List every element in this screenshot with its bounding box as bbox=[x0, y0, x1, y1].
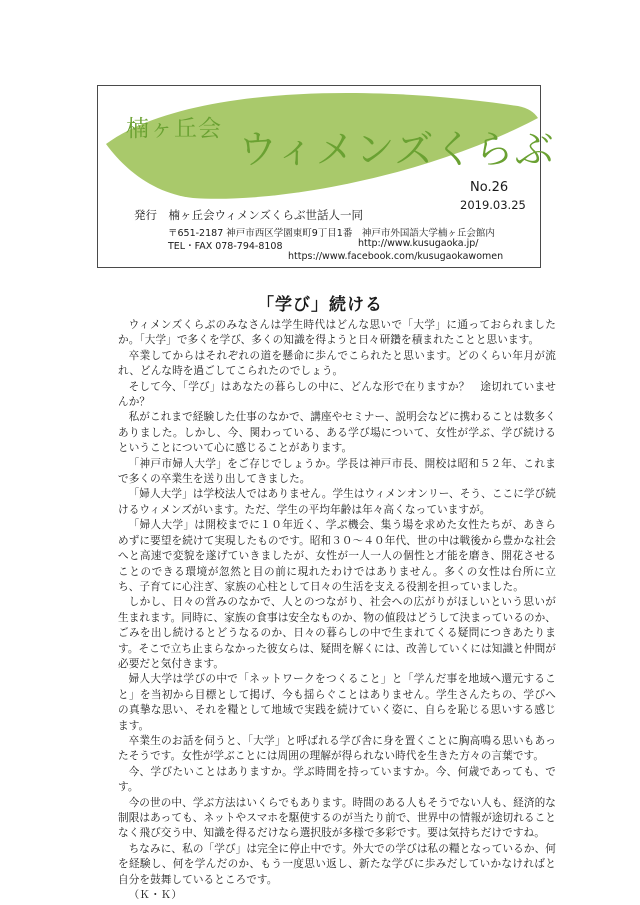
paragraph: 私がこれまで経験した仕事のなかで、講座やセミナー、説明会などに携わることは数多くありました。しかし、今、関わっている、ある学び場について、女性が学ぶ、学び続けるということについて心に感じることがあります。 bbox=[118, 411, 556, 455]
issue-number: No.26 bbox=[470, 180, 509, 195]
org-name: 楠ヶ丘会 bbox=[126, 116, 222, 142]
publisher: 発行 楠ヶ丘会ウィメンズくらぶ世話人一同 bbox=[134, 208, 363, 222]
article-body bbox=[118, 318, 556, 903]
website-link[interactable]: http://www.kusugaoka.jp/ bbox=[358, 238, 479, 249]
address: 〒651-2187 神戸市西区学園東町9丁目1番 神戸市外国語大学楠ヶ丘会館内 bbox=[168, 228, 495, 239]
paragraph: しかし、日々の営みのなかで、人とのつながり、社会への広がりがほしいという思いが生まれます。同時に、家族の食事は安全なものか、物の値段はどうして決まっているのか、ごみを出し続けるとどうなるのか、日々の暮らしの中で生まれてくる疑問につきあたります。そこで立ち止まらなかった彼女らは、疑問を解くには、改善していくには知識と仲間が必要だと気付きます。 bbox=[118, 596, 556, 670]
newsletter-header bbox=[97, 85, 555, 268]
article-title: 「学び」続ける bbox=[257, 295, 383, 315]
paragraph: そして今、「学び」はあなたの暮らしの中に、どんな形で在りますか？ 途切れていませんか？ bbox=[118, 380, 556, 409]
club-name: ウィメンズくらぶ bbox=[238, 128, 555, 173]
issue-date: 2019.03.25 bbox=[460, 198, 526, 212]
paragraph: ウィメンズくらぶのみなさんは学生時代はどんな思いで「大学」に通っておられましたか。「大学」で多くを学び、多くの知識を得ようと日々研鑽を積まれたことと思います。 bbox=[118, 319, 556, 347]
paragraph: 「婦人大学」は開校までに１０年近く、学ぶ機会、集う場を求めた女性たちが、あきらめずに要望を続けて実現したものです。昭和３０～４０年代、世の中は戦後から豊かな社会へと高速で変貌を遂げていきましたが、女性が一人一人の個性と才能を磨き、開花させることのできる環境が忽然と目の前に現れたわけではありません。多くの女性は台所に立ち、子育てに心注ぎ、家族の心柱として日々の生活を支える役割を担っていました。 bbox=[118, 519, 556, 593]
paragraph: 「神戸市婦人大学」をご存じでしょうか。学長は神戸市長、開校は昭和５２年、これまで多くの卒業生を送り出してきました。 bbox=[118, 457, 556, 486]
paragraph: 今、学びたいことはありますか。学ぶ時間を持っていますか。今、何歳であっても、です。 bbox=[118, 765, 556, 794]
signature: （Ｋ・Ｋ） bbox=[128, 889, 183, 902]
paragraph: ちなみに、私の「学び」は完全に停止中です。外大での学びは私の糧となっているか、何を経験し、何を学んだのか、もう一度思い返し、新たな学びに歩みだしていかなければと自分を鼓舞しているところです。 bbox=[118, 842, 556, 886]
paragraph: 卒業してからはそれぞれの道を懸命に歩んでこられたと思います。どのくらい年月が流れ、どんな時を過ごしてこられたのでしょう。 bbox=[118, 349, 556, 378]
paragraph: 「婦人大学」は学校法人ではありません。学生はウィメンオンリー、そう、ここに学び続けるウィメンズがいます。ただ、学生の平均年齢は年々高くなっていますが。 bbox=[118, 488, 556, 516]
paragraph: 婦人大学は学びの中で「ネットワークをつくること」と「学んだ事を地域へ還元すること」を当初から目標として掲げ、今も揺らぐことはありません。学生さんたちの、学びへの真摯な思い、それを糧として地域で実践を続けていく姿に、自らを恥じる思いする感じます。 bbox=[118, 673, 556, 732]
tel-fax: TEL・FAX 078-794-8108 bbox=[168, 241, 283, 252]
paragraph: 今の世の中、学ぶ方法はいくらでもあります。時間のある人もそうでない人も、経済的な制限はあっても、ネットやスマホを駆使するのが当たり前で、世界中の情報が途切れることなく飛び交う中、知識を得るだけなら選択肢が多様で多彩です。要は気持ちだけですね。 bbox=[118, 796, 556, 840]
facebook-link[interactable]: https://www.facebook.com/kusugaokawomen bbox=[288, 251, 504, 262]
contact-line bbox=[168, 238, 479, 252]
paragraph: 卒業生のお話を伺うと、「大学」と呼ばれる学び舎に身を置くことに胸高鳴る思いもあったそうです。女性が学ぶことには周囲の理解が得られない時代を生きた方々の言葉です。 bbox=[118, 734, 556, 763]
